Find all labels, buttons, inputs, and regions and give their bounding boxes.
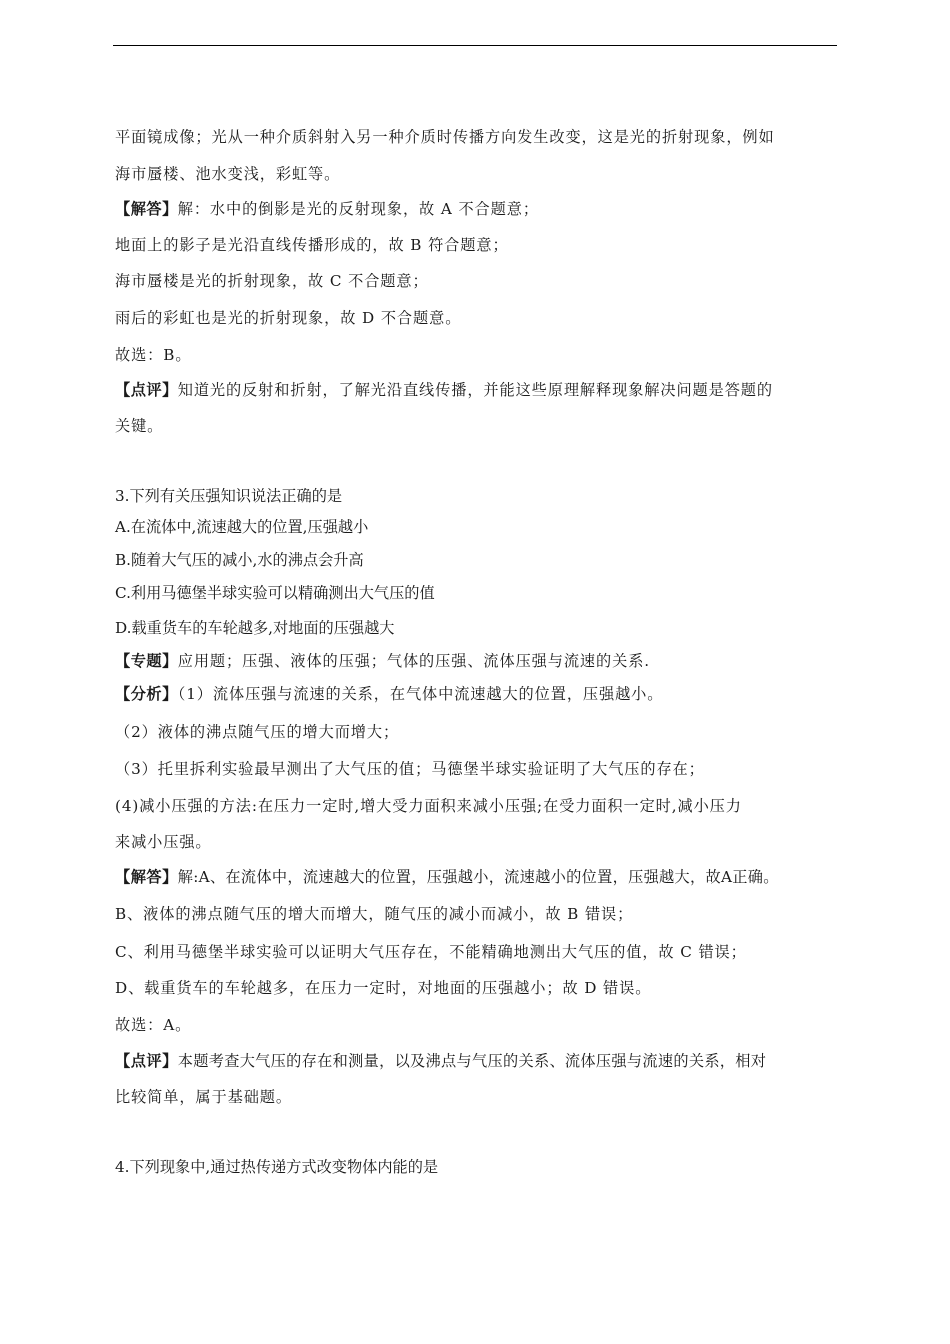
q3-option-b: B.随着大气压的减小,水的沸点会升高	[115, 551, 364, 569]
comment-tag: 【点评】	[115, 381, 178, 399]
analysis-tag: 【分析】	[115, 685, 178, 703]
answer-tag: 【解答】	[115, 868, 178, 886]
header-rule	[113, 45, 837, 46]
comment-tag: 【点评】	[115, 1052, 178, 1070]
q3-analysis-4: (4)减小压强的方法:在压力一定时,增大受力面积来减小压强;在受力面积一定时,减小压力	[115, 797, 742, 815]
q3-topic	[115, 650, 839, 672]
q2-choice: 故选：B。	[115, 346, 192, 364]
comment-text: 知道光的反射和折射，了解光沿直线传播，并能这些原理解释现象解决问题是答题的	[177, 381, 773, 399]
q2-answer-c: 海市蜃楼是光的折射现象，故 C 不合题意；	[115, 272, 429, 290]
q3-answer	[115, 866, 839, 888]
q3-answer-b: B、液体的沸点随气压的增大而增大，随气压的减小而减小，故 B 错误；	[115, 905, 634, 923]
comment-text: 本题考查大气压的存在和测量，以及沸点与气压的关系、流体压强与流速的关系，相对	[177, 1052, 767, 1070]
q3-choice: 故选：A。	[115, 1016, 192, 1034]
q3-stem: 3.下列有关压强知识说法正确的是	[115, 487, 343, 505]
topic-tag: 【专题】	[115, 652, 178, 670]
intro-line-1: 平面镜成像；光从一种介质斜射入另一种介质时传播方向发生改变，这是光的折射现象，例如	[115, 128, 775, 146]
q3-comment	[115, 1050, 839, 1072]
q2-comment	[115, 379, 839, 401]
q3-analysis-4b: 来减小压强。	[115, 833, 212, 851]
q3-option-a: A.在流体中,流速越大的位置,压强越小	[115, 518, 369, 536]
q2-answer-b: 地面上的影子是光沿直线传播形成的，故 B 符合题意；	[115, 236, 509, 254]
q3-answer-d: D、载重货车的车轮越多，在压力一定时，对地面的压强越小；故 D 错误。	[115, 979, 652, 997]
q4-stem: 4.下列现象中,通过热传递方式改变物体内能的是	[115, 1158, 439, 1176]
q2-answer-d: 雨后的彩虹也是光的折射现象，故 D 不合题意。	[115, 309, 462, 327]
analysis-text: （1）流体压强与流速的关系，在气体中流速越大的位置，压强越小。	[177, 685, 664, 703]
q3-analysis-3: （3）托里拆利实验最早测出了大气压的值；马德堡半球实验证明了大气压的存在；	[115, 760, 705, 778]
q3-comment-line-2: 比较简单，属于基础题。	[115, 1088, 292, 1106]
q2-comment-line-2: 关键。	[115, 417, 164, 435]
q3-option-c: C.利用马德堡半球实验可以精确测出大气压的值	[115, 584, 435, 602]
q2-answer	[115, 198, 839, 220]
intro-line-2: 海市蜃楼、池水变浅，彩虹等。	[115, 165, 341, 183]
q3-analysis-2: （2）液体的沸点随气压的增大而增大；	[115, 723, 400, 741]
q3-option-d: D.载重货车的车轮越多,对地面的压强越大	[115, 619, 395, 637]
topic-text: 应用题；压强、液体的压强；气体的压强、流体压强与流速的关系.	[177, 652, 651, 670]
answer-tag: 【解答】	[115, 200, 178, 218]
answer-text: 解：水中的倒影是光的反射现象，故 A 不合题意；	[177, 200, 539, 218]
q3-answer-c: C、利用马德堡半球实验可以证明大气压存在，不能精确地测出大气压的值，故 C 错误；	[115, 943, 747, 961]
q3-analysis	[115, 683, 839, 705]
answer-text: 解:A、在流体中，流速越大的位置，压强越小，流速越小的位置，压强越大，故A正确。	[177, 868, 779, 886]
